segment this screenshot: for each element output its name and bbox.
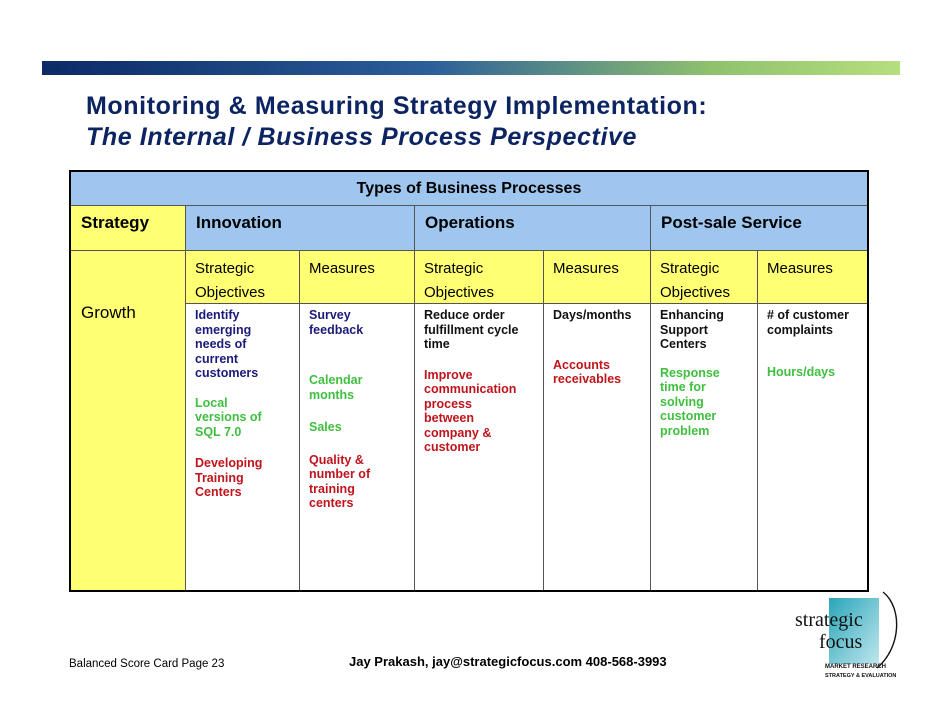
- objective-text: Developing Training Centers: [195, 456, 263, 499]
- strategy-growth-cell: Growth: [71, 250, 185, 590]
- logo-tagline-2: STRATEGY & EVALUATION: [825, 673, 897, 679]
- subheader-operations-objectives: [414, 250, 543, 303]
- logo-tagline-1: MARKET RESEARCH: [825, 664, 887, 670]
- measure-text: Sales: [309, 420, 342, 434]
- strategy-header: Strategy: [71, 205, 185, 250]
- subheader-text: Objectives: [424, 284, 495, 301]
- top-banner-bar: [42, 61, 900, 75]
- subheader-text: Measures: [553, 260, 619, 277]
- slide-title-line1: Monitoring & Measuring Strategy Implementation:: [86, 92, 708, 120]
- subheader-text: Strategic: [424, 260, 484, 277]
- strategic-focus-logo: [785, 588, 905, 706]
- measure-text: Hours/days: [767, 365, 836, 379]
- group-header-operations: Operations: [414, 205, 650, 250]
- objective-text: Response time for solving customer problem: [660, 365, 720, 438]
- measure-text: Calendar months: [309, 373, 363, 402]
- cell-innovation-objectives: [185, 303, 299, 590]
- objective-text: Reduce order fulfillment cycle time: [424, 308, 519, 351]
- logo-text-focus: focus: [819, 631, 863, 653]
- group-header-innovation: Innovation: [185, 205, 414, 250]
- measure-text: Days/months: [553, 308, 632, 322]
- objective-text: Local versions of SQL 7.0: [195, 395, 262, 439]
- logo-text-strategic: strategic: [795, 609, 863, 631]
- cell-postsale-objectives: [650, 303, 757, 590]
- subheader-text: Objectives: [195, 284, 266, 301]
- subheader-postsale-objectives: [650, 250, 757, 303]
- objective-text: Identify emerging needs of current customers: [195, 308, 259, 380]
- subheader-operations-measures: [543, 250, 650, 303]
- subheader-text: Strategic: [660, 260, 720, 277]
- measure-text: Survey feedback: [309, 308, 364, 337]
- subheader-text: Measures: [309, 260, 375, 277]
- objective-text: Enhancing Support Centers: [660, 308, 724, 351]
- subheader-text: Objectives: [660, 284, 731, 301]
- business-process-table: [69, 170, 869, 592]
- cell-operations-measures: [543, 303, 650, 590]
- cell-operations-objectives: [414, 303, 543, 590]
- measure-text: # of customer complaints: [767, 308, 849, 337]
- subheader-innovation-measures: [299, 250, 414, 303]
- subheader-text: Strategic: [195, 260, 255, 277]
- footer-page-label: Balanced Score Card Page 23: [69, 658, 225, 670]
- slide-title-line2: The Internal / Business Process Perspective: [86, 123, 638, 151]
- objective-text: Improve communication process between company & customer: [424, 367, 517, 454]
- measure-text: Accounts receivables: [553, 357, 622, 386]
- subheader-innovation-objectives: [185, 250, 299, 303]
- subheader-postsale-measures: [757, 250, 867, 303]
- cell-postsale-measures: [757, 303, 867, 590]
- table-header-types: Types of Business Processes: [71, 172, 867, 205]
- logo-swoosh: [877, 592, 897, 668]
- measure-text: Quality & number of training centers: [309, 452, 371, 510]
- footer-contact: Jay Prakash, jay@strategicfocus.com 408-568-3993: [349, 654, 667, 669]
- cell-innovation-measures: [299, 303, 414, 590]
- group-header-postsale: Post-sale Service: [650, 205, 867, 250]
- subheader-text: Measures: [767, 260, 833, 277]
